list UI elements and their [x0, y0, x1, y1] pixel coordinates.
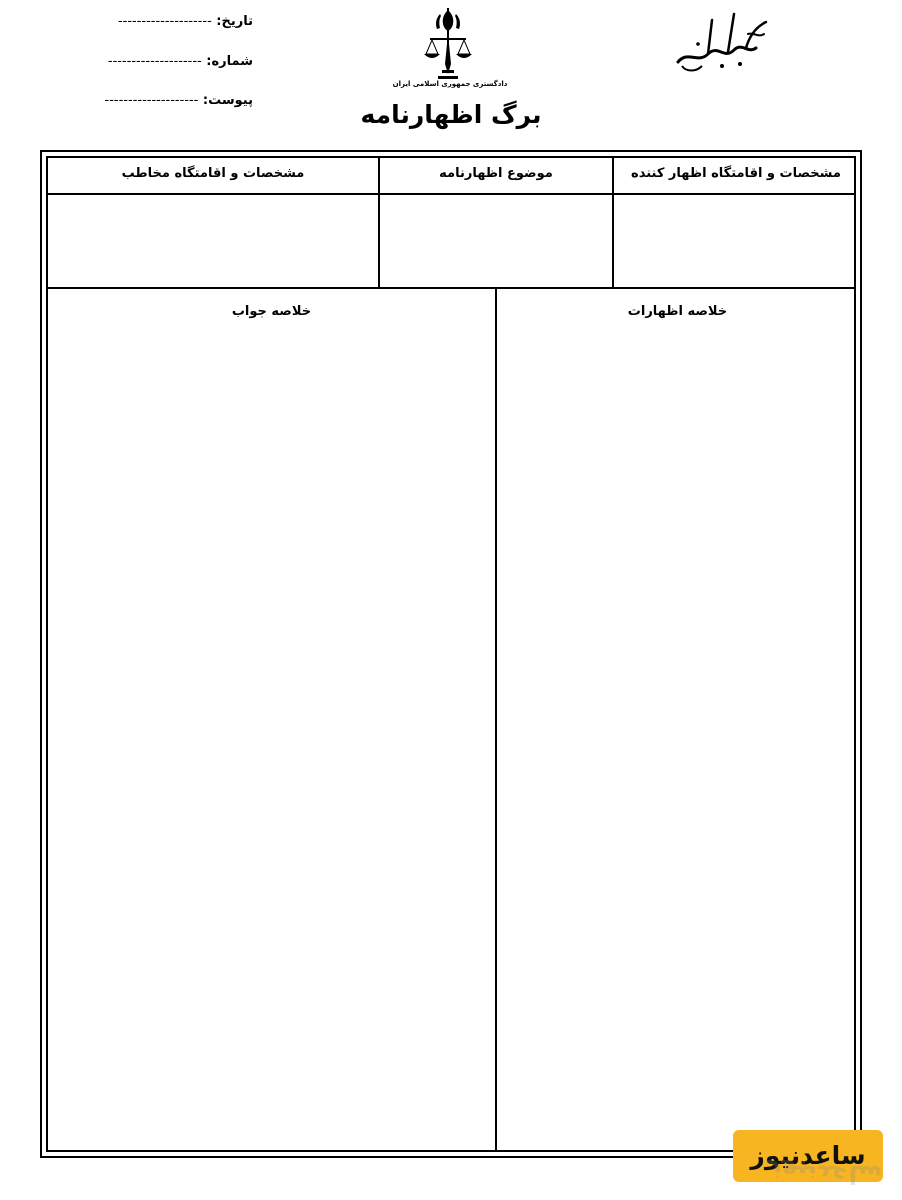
number-field [38, 54, 253, 69]
attachment-field [38, 93, 253, 108]
number-label: شماره: [206, 54, 253, 69]
summary-declarations-cell[interactable] [497, 328, 854, 1150]
subject-cell[interactable] [380, 195, 612, 287]
watermark-reflection-text: ساعدنیوز [767, 1160, 883, 1189]
summary-declarations-header: خلاصه اظهارات [627, 304, 728, 319]
form-title: برگ اظهارنامه [360, 100, 542, 129]
calligraphy-basmala-icon [668, 4, 778, 76]
watermark-brand-text: ساعدنیوز [750, 1141, 866, 1170]
summary-response-cell[interactable] [48, 328, 495, 1150]
addressee-header: مشخصات و اقامتگاه مخاطب [121, 166, 305, 181]
summary-response-header: خلاصه جواب [231, 304, 312, 319]
date-label: تاریخ: [216, 14, 253, 29]
subject-header: موضوع اظهارنامه [439, 166, 553, 181]
declarant-header: مشخصات و اقامتگاه اظهار کننده [631, 166, 841, 181]
declarant-details-cell[interactable] [614, 195, 858, 287]
attachment-label: پیوست: [202, 93, 253, 108]
form-outer-border [40, 150, 862, 1158]
judiciary-caption: دادگستری جمهوری اسلامی ایران [392, 80, 508, 88]
watermark-reflection [750, 1160, 900, 1200]
attachment-line[interactable]: -------------------- [104, 93, 199, 108]
form-table [46, 156, 856, 1152]
top-section-divider [48, 287, 854, 289]
number-line[interactable]: -------------------- [107, 54, 202, 69]
date-field [38, 14, 253, 29]
date-line[interactable]: -------------------- [117, 14, 212, 29]
judiciary-emblem-icon [418, 4, 478, 84]
addressee-details-cell[interactable] [48, 195, 378, 287]
